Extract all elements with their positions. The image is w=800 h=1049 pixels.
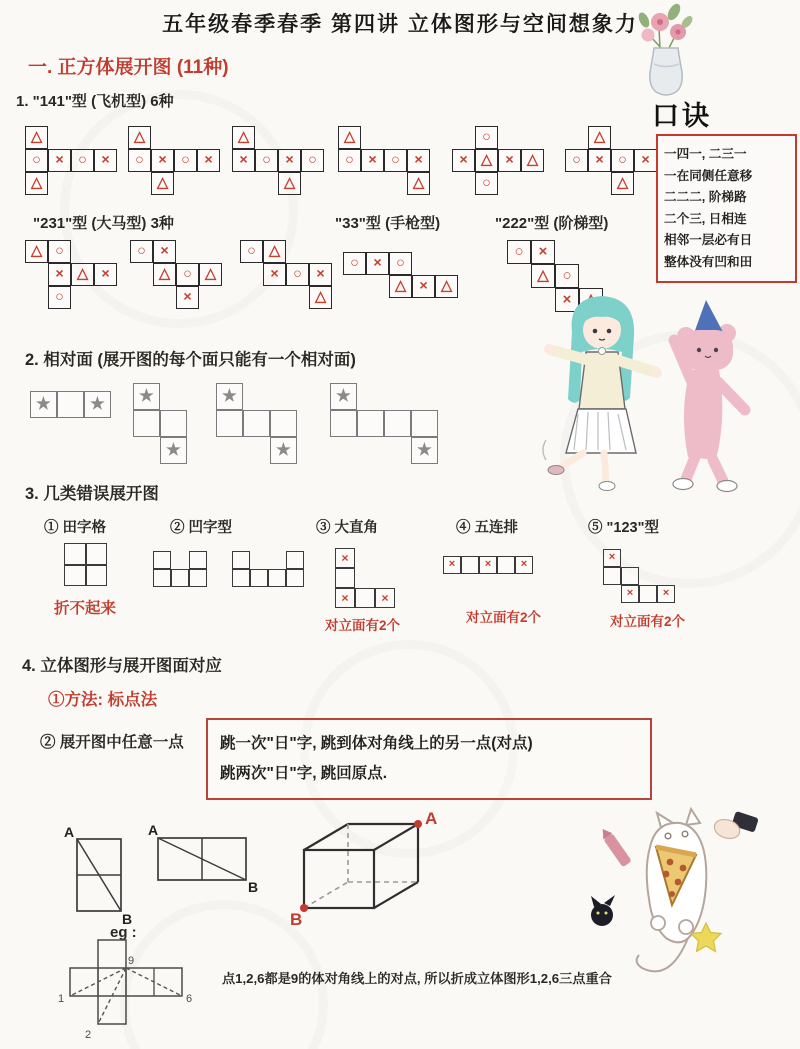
opposite-face-net-2 xyxy=(133,383,187,464)
net-cell: ○ xyxy=(475,126,498,149)
shoe-icon xyxy=(548,466,564,475)
section3-heading: 3. 几类错误展开图 xyxy=(25,485,159,503)
net-cell: × xyxy=(479,556,497,574)
section2-heading: 2. 相对面 (展开图的每个面只能有一个相对面) xyxy=(25,351,356,369)
net-cell xyxy=(621,567,639,585)
net-cell: △ xyxy=(25,240,48,263)
vertical-rect-diagram xyxy=(62,824,134,926)
net-cell: × xyxy=(375,588,395,608)
net-cell xyxy=(411,410,438,437)
net-cell: ○ xyxy=(130,240,153,263)
net-cell: △ xyxy=(309,286,332,309)
net-point-2: 2 xyxy=(85,1029,92,1041)
net-cell: △ xyxy=(25,126,48,149)
opposite-face-net-3 xyxy=(216,383,297,464)
net-cell xyxy=(268,569,286,587)
net-cell xyxy=(355,588,375,608)
net-point-9: 9 xyxy=(128,955,135,967)
error-net-123 xyxy=(603,549,675,603)
type-141-label: 1. "141"型 (飞机型) 6种 xyxy=(16,93,174,110)
net-cell: ★ xyxy=(30,391,57,418)
net-cell xyxy=(216,410,243,437)
error-label-4: ④ 五连排 xyxy=(456,520,519,536)
net-cell: △ xyxy=(71,263,94,286)
net-cell: ○ xyxy=(301,149,324,172)
crayon-icon xyxy=(598,826,632,868)
cube-net-141-1 xyxy=(25,126,117,195)
net-cell: × xyxy=(412,275,435,298)
point-a-dot xyxy=(414,820,422,828)
koujue-title: 口诀 xyxy=(652,101,712,131)
net-cell xyxy=(603,567,621,585)
cube-net-33 xyxy=(343,252,458,298)
net-cell: ★ xyxy=(84,391,111,418)
net-cell xyxy=(357,410,384,437)
flower-vase-illustration xyxy=(630,2,702,100)
net-cell: △ xyxy=(521,149,544,172)
error-note-4: 对立面有2个 xyxy=(466,610,542,625)
net-cell: ○ xyxy=(389,252,412,275)
koujue-box xyxy=(656,134,797,283)
cube-net-141-3 xyxy=(232,126,324,195)
net-cell: ★ xyxy=(133,383,160,410)
net-cell: ○ xyxy=(565,149,588,172)
net-cell: △ xyxy=(128,126,151,149)
point-b-label: B xyxy=(290,910,303,928)
method-label: ①方法: 标点法 xyxy=(48,691,158,709)
net-cell: × xyxy=(278,149,301,172)
net-cell: × xyxy=(176,286,199,309)
shoe-icon xyxy=(717,481,737,492)
net-cell: △ xyxy=(407,172,430,195)
net-cell: ○ xyxy=(176,263,199,286)
leaf-icon xyxy=(637,11,652,29)
example-net-diagram xyxy=(56,938,221,1047)
method-box-line: 跳两次"日"字, 跳回原点. xyxy=(220,765,388,782)
net-cell: × xyxy=(94,149,117,172)
net-cell xyxy=(171,569,189,587)
opposite-face-net-4 xyxy=(330,383,438,464)
example-conclusion: 点1,2,6都是9的体对角线上的对点, 所以折成立体图形1,2,6三点重合 xyxy=(222,971,612,986)
net-cell: × xyxy=(335,548,355,568)
net-cell: ○ xyxy=(384,149,407,172)
net-cell: × xyxy=(555,288,579,312)
net-cell: × xyxy=(498,149,521,172)
net-cell: △ xyxy=(531,264,555,288)
net-cell: ○ xyxy=(475,172,498,195)
dancing-characters-illustration xyxy=(538,290,773,495)
type-33-label: "33"型 (手枪型) xyxy=(335,215,441,232)
error-label-1: ① 田字格 xyxy=(44,520,107,536)
method-box-line: 跳一次"日"字, 跳到体对角线上的另一点(对点) xyxy=(220,735,533,752)
net-cell: × xyxy=(309,263,332,286)
net-cell: × xyxy=(443,556,461,574)
net-cell: ○ xyxy=(507,240,531,264)
koujue-line: 相邻一层必有日 xyxy=(664,233,753,247)
net-cell: △ xyxy=(611,172,634,195)
page-title: 五年级春季春季 第四讲 立体图形与空间想象力 xyxy=(162,13,638,36)
error-net-ao-2 xyxy=(232,551,304,587)
horizontal-rect-diagram xyxy=(148,820,260,894)
net-cell xyxy=(160,410,187,437)
net-cell xyxy=(189,569,207,587)
point-b-label: B xyxy=(248,879,259,894)
error-label-2: ② 凹字型 xyxy=(170,520,233,536)
error-net-rightangle xyxy=(335,548,395,608)
error-net-tian xyxy=(64,543,107,586)
dancing-girl-illustration xyxy=(543,296,662,491)
net-cell xyxy=(286,569,304,587)
net-cell: ○ xyxy=(338,149,361,172)
net-cell: △ xyxy=(278,172,301,195)
net-cell: × xyxy=(48,149,71,172)
vase-glass xyxy=(650,48,682,95)
net-cell: × xyxy=(515,556,533,574)
net-cell xyxy=(189,551,207,569)
net-cell: △ xyxy=(153,263,176,286)
opposite-face-net-1 xyxy=(30,391,111,418)
net-cell: △ xyxy=(338,126,361,149)
shoe-icon xyxy=(599,482,615,491)
type-231-label: "231"型 (大马型) 3种 xyxy=(33,215,174,232)
net-cell: △ xyxy=(435,275,458,298)
net-cell xyxy=(497,556,515,574)
net-cell: ○ xyxy=(343,252,366,275)
cube-diagram xyxy=(290,808,445,928)
net-cell: × xyxy=(335,588,355,608)
error-label-3: ③ 大直角 xyxy=(316,520,379,536)
pink-bear-illustration xyxy=(673,300,745,492)
net-cell: △ xyxy=(588,126,611,149)
net-cell: × xyxy=(603,549,621,567)
shoe-icon xyxy=(673,479,693,490)
net-cell: × xyxy=(197,149,220,172)
net-cell xyxy=(330,410,357,437)
error-net-ao-1 xyxy=(153,551,207,587)
net-cell: ★ xyxy=(270,437,297,464)
net-cell: ○ xyxy=(611,149,634,172)
net-point-6: 6 xyxy=(186,993,193,1005)
net-cell: × xyxy=(263,263,286,286)
cube-net-231-2 xyxy=(130,240,222,309)
net-cell xyxy=(133,410,160,437)
net-cell xyxy=(86,565,108,587)
net-cell: × xyxy=(452,149,475,172)
net-cell: ○ xyxy=(286,263,309,286)
cube-net-141-5 xyxy=(452,126,544,195)
section1-heading: 一. 正方体展开图 (11种) xyxy=(28,57,229,78)
net-cell: ○ xyxy=(48,286,71,309)
net-cell: × xyxy=(531,240,555,264)
net-cell: × xyxy=(621,585,639,603)
net-cell: ○ xyxy=(128,149,151,172)
cube-net-231-1 xyxy=(25,240,117,309)
point-a-label: A xyxy=(425,809,438,828)
net-cell: △ xyxy=(389,275,412,298)
section4-heading: 4. 立体图形与展开图面对应 xyxy=(22,657,222,675)
net-cell: ★ xyxy=(216,383,243,410)
eg-label: eg : xyxy=(110,924,137,941)
net-cell: ★ xyxy=(160,437,187,464)
cube-net-141-4 xyxy=(338,126,430,195)
net-cell: △ xyxy=(263,240,286,263)
black-cat-icon xyxy=(591,895,615,926)
net-cell: ○ xyxy=(174,149,197,172)
net-cell: ★ xyxy=(411,437,438,464)
net-cell: × xyxy=(366,252,389,275)
error-note-1: 折不起来 xyxy=(54,600,117,617)
flower-icon xyxy=(642,29,655,42)
koujue-line: 整体没有凹和田 xyxy=(664,254,753,269)
net-cell xyxy=(64,543,86,565)
net-cell: ○ xyxy=(240,240,263,263)
cube-net-141-6 xyxy=(565,126,657,195)
net-cell xyxy=(639,585,657,603)
error-label-5: ⑤ "123"型 xyxy=(588,520,659,536)
net-cell: △ xyxy=(232,126,255,149)
net-cell: × xyxy=(151,149,174,172)
net-cell: × xyxy=(232,149,255,172)
method-prefix: ② 展开图中任意一点 xyxy=(40,734,184,751)
net-cell: ○ xyxy=(71,149,94,172)
net-cell xyxy=(286,551,304,569)
net-cell xyxy=(335,568,355,588)
net-cell: ○ xyxy=(25,149,48,172)
net-cell xyxy=(86,543,108,565)
net-cell: △ xyxy=(199,263,222,286)
net-cell: × xyxy=(657,585,675,603)
net-cell: △ xyxy=(25,172,48,195)
net-cell xyxy=(250,569,268,587)
cube-net-141-2 xyxy=(128,126,220,195)
koujue-line: 二二二, 阶梯路 xyxy=(664,190,747,204)
net-cell: × xyxy=(588,149,611,172)
error-note-3: 对立面有2个 xyxy=(325,618,401,633)
net-cell xyxy=(270,410,297,437)
method-box xyxy=(206,718,652,800)
net-cell xyxy=(232,551,250,569)
net-cell: ○ xyxy=(255,149,278,172)
net-cell xyxy=(153,551,171,569)
net-cell: △ xyxy=(475,149,498,172)
type-222-label: "222"型 (阶梯型) xyxy=(495,215,609,232)
point-a-label: A xyxy=(64,824,75,840)
net-cell xyxy=(461,556,479,574)
net-cell: × xyxy=(634,149,657,172)
net-cell xyxy=(243,410,270,437)
koujue-line: 一在同侧任意移 xyxy=(664,168,753,183)
koujue-line: 一四一, 二三一 xyxy=(664,147,747,161)
error-note-5: 对立面有2个 xyxy=(610,614,686,629)
net-cell xyxy=(384,410,411,437)
net-cell: × xyxy=(94,263,117,286)
net-cell xyxy=(153,569,171,587)
net-cell: ○ xyxy=(48,240,71,263)
net-cell xyxy=(232,569,250,587)
net-cell: × xyxy=(407,149,430,172)
koujue-line: 二个三, 日相连 xyxy=(664,211,747,226)
point-a-label: A xyxy=(148,822,159,838)
cat-pizza-illustration xyxy=(588,805,763,990)
point-b-label: B xyxy=(122,911,133,926)
net-point-1: 1 xyxy=(58,993,65,1005)
net-cell: ★ xyxy=(330,383,357,410)
net-cell: × xyxy=(361,149,384,172)
cube-net-231-3 xyxy=(240,240,332,309)
net-cell: ○ xyxy=(555,264,579,288)
net-cell: △ xyxy=(151,172,174,195)
net-cell xyxy=(64,565,86,587)
net-cell: × xyxy=(48,263,71,286)
hand-icon xyxy=(712,811,759,842)
net-cell: × xyxy=(153,240,176,263)
net-cell xyxy=(57,391,84,418)
error-net-five-row xyxy=(443,556,533,574)
